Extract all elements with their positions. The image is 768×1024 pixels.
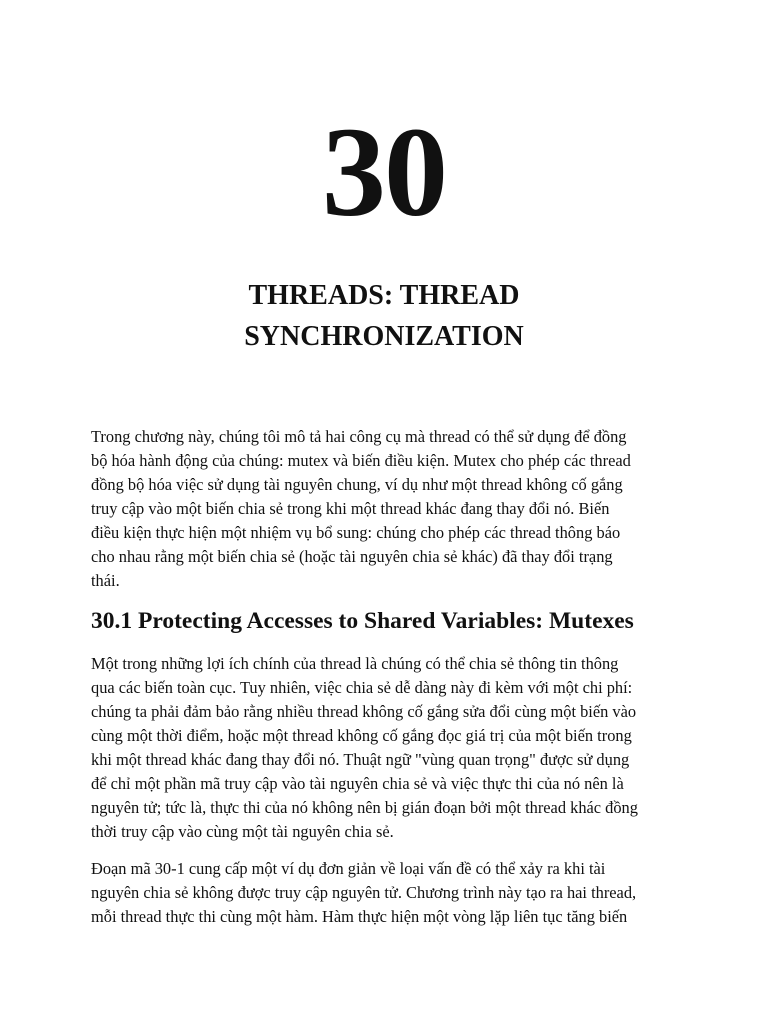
body-paragraph [91, 652, 681, 844]
chapter-title [0, 275, 768, 357]
paragraph-line: cho nhau rằng một biến chia sẻ (hoặc tài nguyên chia sẻ khác) đã thay đổi trạng [91, 547, 613, 566]
paragraph-line: Trong chương này, chúng tôi mô tả hai công cụ mà thread có thể sử dụng để đồng [91, 427, 627, 446]
body-paragraph [91, 857, 681, 929]
paragraph-line: khi một thread khác đang thay đổi nó. Thuật ngữ "vùng quan trọng" được sử dụng [91, 750, 630, 769]
section-heading: 30.1 Protecting Accesses to Shared Variables: Mutexes [91, 608, 634, 634]
paragraph-line: chúng ta phải đảm bảo rằng nhiều thread không cố gắng sửa đổi cùng một biến vào [91, 702, 637, 721]
chapter-title-line: THREADS: THREAD [248, 280, 520, 311]
paragraph-line: điều kiện thực hiện một nhiệm vụ bổ sung: chúng cho phép các thread thông báo [91, 523, 621, 542]
paragraph-line: để chỉ một phần mã truy cập vào tài nguyên chia sẻ và việc thực thi của nó nên là [91, 774, 624, 793]
paragraph-line: mỗi thread thực thi cùng một hàm. Hàm thực hiện một vòng lặp liên tục tăng biến [91, 907, 628, 926]
paragraph-line: Một trong những lợi ích chính của thread là chúng có thể chia sẻ thông tin thông [91, 654, 619, 673]
paragraph-line: qua các biến toàn cục. Tuy nhiên, việc chia sẻ dễ dàng này đi kèm với một chi phí: [91, 678, 633, 697]
paragraph-line: nguyên tử; tức là, thực thi của nó không nên bị gián đoạn bởi một thread khác đồng [91, 798, 638, 817]
paragraph-line: Đoạn mã 30-1 cung cấp một ví dụ đơn giản về loại vấn đề có thể xảy ra khi tài [91, 859, 606, 878]
paragraph-line: bộ hóa hành động của chúng: mutex và biến điều kiện. Mutex cho phép các thread [91, 451, 631, 470]
paragraph-line: cùng một thời điểm, hoặc một thread không cố gắng đọc giá trị của một biến trong [91, 726, 632, 745]
intro-paragraph [91, 425, 681, 593]
paragraph-line: đồng bộ hóa việc sử dụng tài nguyên chung, ví dụ như một thread không cố gắng [91, 475, 623, 494]
paragraph-line: truy cập vào một biến chia sẻ trong khi một thread khác đang thay đổi nó. Biến [91, 499, 610, 518]
paragraph-line: nguyên chia sẻ không được truy cập nguyên tử. Chương trình này tạo ra hai thread, [91, 883, 637, 902]
chapter-number: 30 [322, 101, 446, 243]
paragraph-line: thái. [91, 571, 120, 590]
paragraph-line: thời truy cập vào cùng một tài nguyên chia sẻ. [91, 822, 394, 841]
chapter-title-line: SYNCHRONIZATION [244, 321, 524, 352]
